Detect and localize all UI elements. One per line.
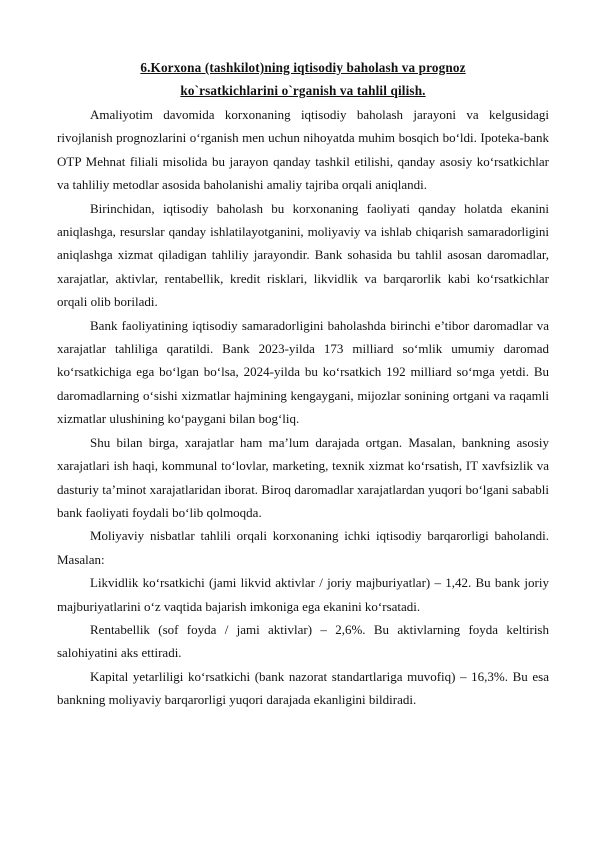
paragraph-costs: Shu bilan birga, xarajatlar ham ma’lum darajada ortgan. Masalan, bankning asosiy xarajatlari ish haqi, kommunal to‘lovlar, marketing, texnik xizmat ko‘rsatish, IT xavfsizlik va dasturiy ta’minot xarajatlaridan iborat. Biroq daromadlar xarajatlardan yuqori bo‘lgani sababli bank faoliyati foydali bo‘lib qolmoqda. [57,434,549,520]
section-title-line-1: 6.Korxona (tashkilot)ning iqtisodiy baholash va prognoz [140,60,466,75]
paragraph-profitability: Rentabellik (sof foyda / jami aktivlar) – 2,6%. Bu aktivlarning foyda keltirish salohiyatini aks ettiradi. [57,621,549,661]
paragraph-ratios: Moliyaviy nisbatlar tahlili orqali korxonaning ichki iqtisodiy barqarorligi baholandi. Masalan: [57,528,549,567]
section-title-line-2: ko`rsatkichlarini o`rganish va tahlil qilish. [180,83,426,98]
paragraph-capital-adequacy: Kapital yetarliligi ko‘rsatkichi (bank nazorat standartlariga muvofiq) – 16,3%. Bu esa bankning moliyaviy barqarorligi yuqori darajada ekanligini bildiradi. [57,668,549,708]
paragraph-liquidity: Likvidlik ko‘rsatkichi (jami likvid aktivlar / joriy majburiyatlar) – 1,42. Bu bank joriy majburiyatlarini o‘z vaqtida bajarish imkoniga ega ekanini ko‘rsatadi. [57,575,549,614]
section-title [57,56,549,102]
paragraph-income-expenses: Bank faoliyatining iqtisodiy samaradorligini baholashda birinchi e’tibor daromadlar va xarajatlar tahliliga qaratildi. Bank 2023-yilda 173 milliard so‘mlik umumiy daromad ko‘rsatkichiga ega bo‘lgan bo‘lsa, 2024-yilda bu ko‘rsatkich 192 milliard so‘mga yetdi. Bu daromadlarning o‘sishi xizmatlar hajmining kengaygani, mijozlar sonining ortgani va raqamli xizmatlar ulushining ko‘paygani bilan bog‘liq. [57,317,549,427]
paragraph-intro: Amaliyotim davomida korxonaning iqtisodiy baholash jarayoni va kelgusidagi rivojlanish prognozlarini o‘rganish men uchun nihoyatda muhim bosqich bo‘ldi. Ipoteka-bank OTP Mehnat filiali misolida bu jarayon qanday tashkil etilishi, qanday asosiy ko‘rsatkichlar va tahliliy metodlar asosida baholanishi amaliy tajriba orqali aniqlandi. [57,107,549,193]
paragraph-economic-assessment: Birinchidan, iqtisodiy baholash bu korxonaning faoliyati qanday holatda ekanini aniqlashga, resurslar qanday ishlatilayotganini, moliyaviy va ishlab chiqarish samaradorligini aniqlashga xizmat qiladigan tahliliy jarayondir. Bank sohasida bu tahlil asosan daromadlar, xarajatlar, aktivlar, rentabellik, kredit risklari, likvidlik va barqarorlik kabi ko‘rsatkichlar orqali olib boriladi. [57,200,549,310]
